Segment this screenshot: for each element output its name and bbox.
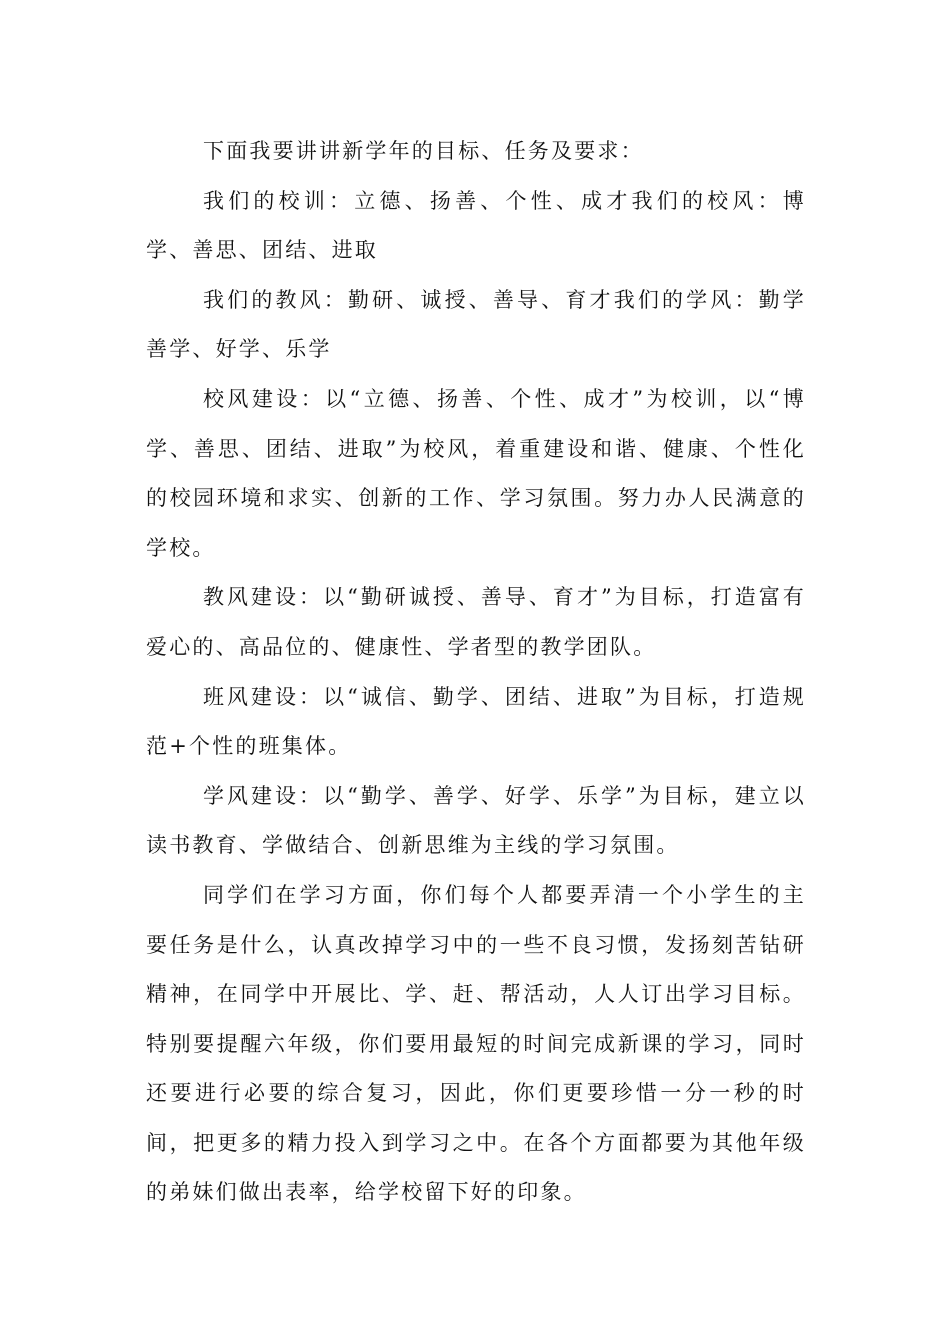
paragraph-school-motto: 我们的校训：立德、扬善、个性、成才我们的校风：博学、善思、团结、进取 (146, 188, 806, 263)
paragraph-teaching-culture-building: 教风建设：以“勤研诚授、善导、育才”为目标，打造富有爱心的、高品位的、健康性、学者型的教学团队。 (146, 585, 806, 659)
paragraph-teaching-style: 我们的教风：勤研、诚授、善导、育才我们的学风：勤学善学、好学、乐学 (146, 287, 806, 362)
document-body (146, 127, 806, 1218)
paragraph-study-culture-building: 学风建设：以“勤学、善学、好学、乐学”为目标，建立以读书教育、学做结合、创新思维为主线的学习氛围。 (146, 783, 806, 858)
paragraph-intro: 下面我要讲讲新学年的目标、任务及要求： (203, 139, 644, 163)
paragraph-school-culture-building: 校风建设：以“立德、扬善、个性、成才”为校训，以“博学、善思、团结、进取”为校风，着重建设和谐、健康、个性化的校园环境和求实、创新的工作、学习氛围。努力办人民满意的学校。 (146, 386, 806, 560)
paragraph-class-culture-building: 班风建设：以“诚信、勤学、团结、进取”为目标，打造规范+个性的班集体。 (146, 684, 806, 759)
paragraph-students-study: 同学们在学习方面，你们每个人都要弄清一个小学生的主要任务是什么，认真改掉学习中的一些不良习惯，发扬刻苦钻研精神，在同学中开展比、学、赶、帮活动，人人订出学习目标。特别要提醒六年级，你们要用最短的时间完成新课的学习，同时还要进行必要的综合复习，因此，你们更要珍惜一分一秒的时间，把更多的精力投入到学习之中。在各个方面都要为其他年级的弟妹们做出表率，给学校留下好的印象。 (146, 882, 806, 1205)
